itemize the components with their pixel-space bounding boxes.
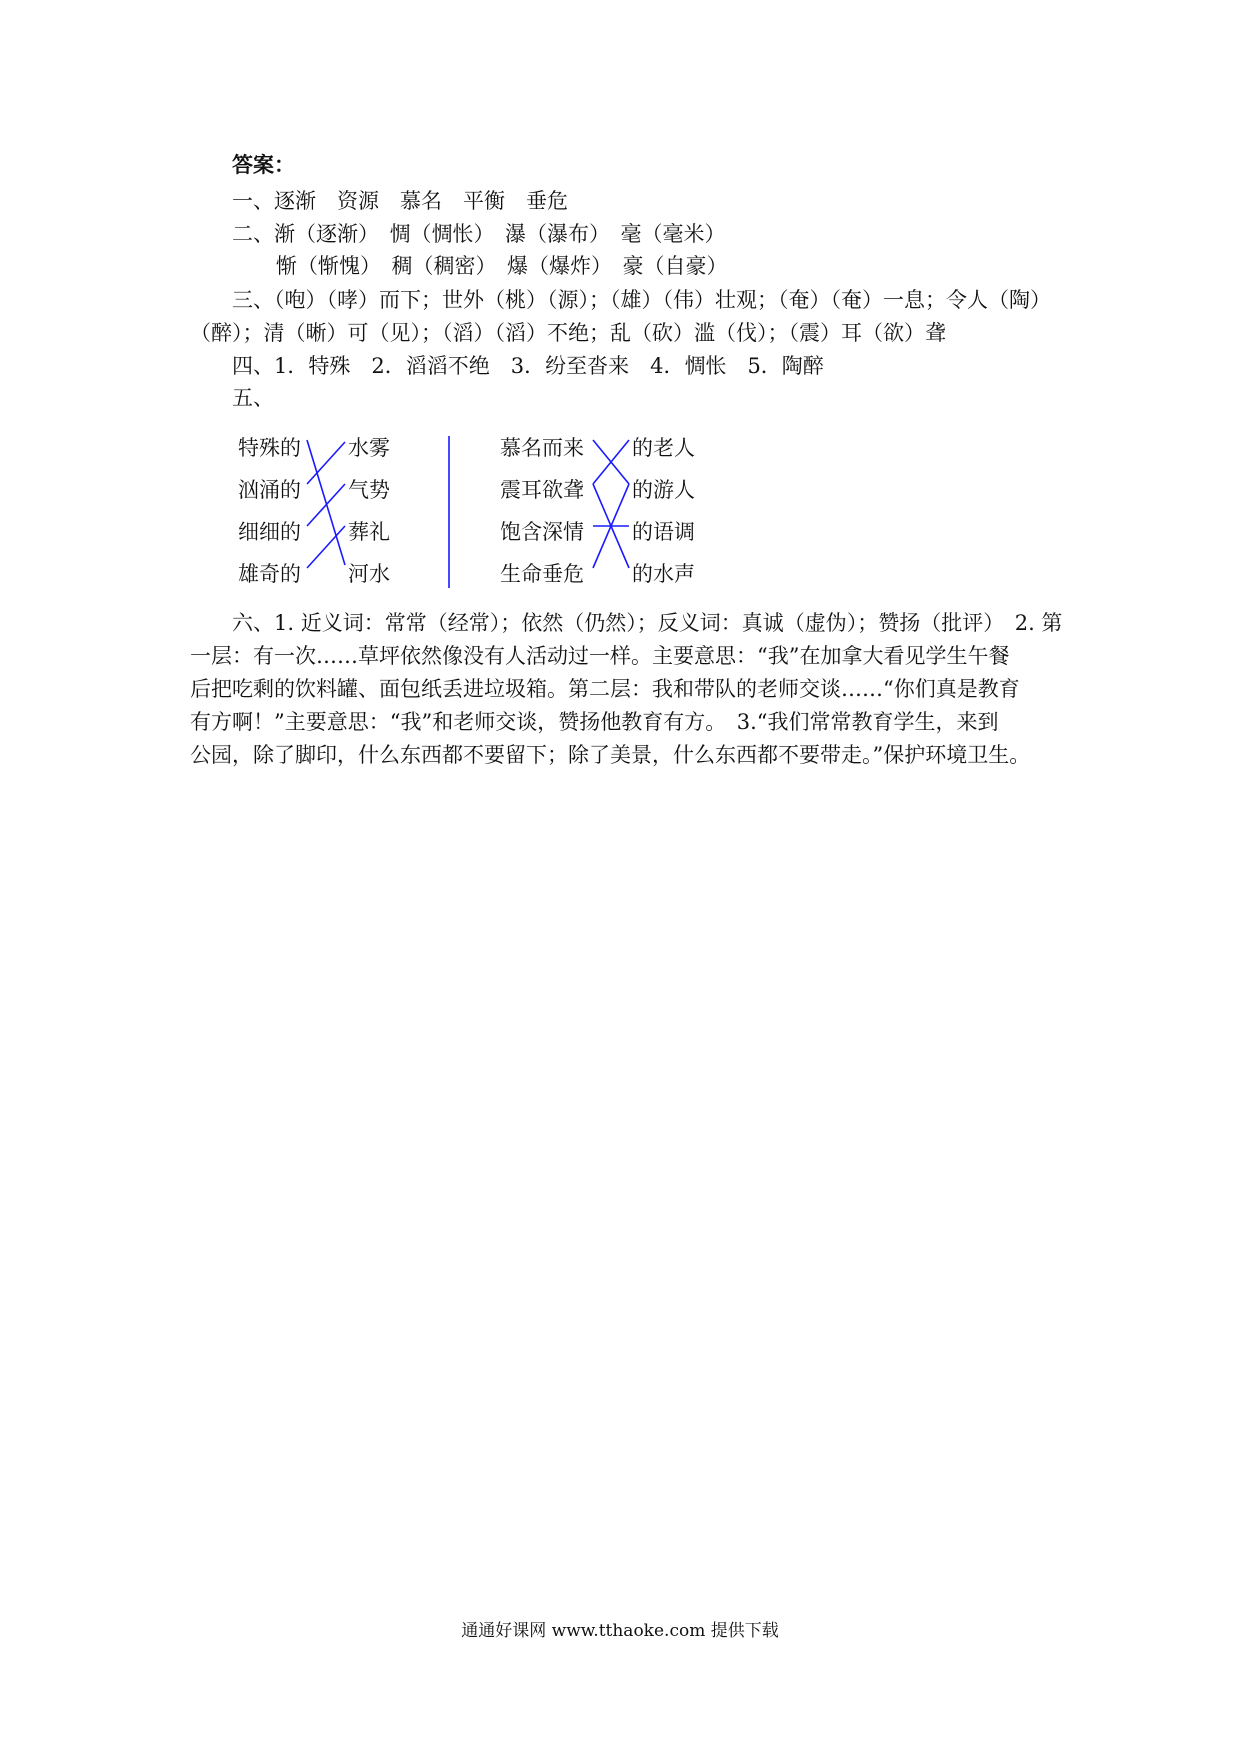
- match-right2-4: 的水声: [632, 562, 695, 586]
- section-6-line-1: 六、1. 近义词：常常（经常）；依然（仍然）；反义词：真诚（虚伪）；赞扬（批评） 2. 第: [232, 611, 1063, 635]
- match-left2-4: 生命垂危: [500, 562, 584, 586]
- match-right-4: 河水: [348, 562, 390, 586]
- section-3-line-1: 三、（咆）（哮）而下；世外（桃）（源）；（雄）（伟）壮观；（奄）（奄）一息；令人（陶）: [232, 288, 1051, 312]
- match-line-left-3: [307, 484, 345, 526]
- match-left-1: 特殊的: [238, 436, 301, 460]
- section-6-line-2: 一层：有一次……草坪依然像没有人活动过一样。主要意思：“我”在加拿大看见学生午餐: [190, 644, 1010, 668]
- match-right-1: 水雾: [348, 436, 390, 460]
- matching-lines: [0, 0, 1240, 620]
- match-right-2: 气势: [348, 478, 390, 502]
- section-1: 一、逐渐 资源 慕名 平衡 垂危: [232, 189, 568, 213]
- match-left2-1: 慕名而来: [500, 436, 584, 460]
- section-2-row-1: 二、渐（逐渐） 惆（惆怅） 瀑（瀑布） 毫（毫米）: [232, 222, 726, 246]
- match-left2-3: 饱含深情: [500, 520, 584, 544]
- match-left2-2: 震耳欲聋: [500, 478, 584, 502]
- section-2-row-2: 惭（惭愧） 稠（稠密） 爆（爆炸） 豪（自豪）: [276, 254, 728, 278]
- section-6-line-3: 后把吃剩的饮料罐、面包纸丢进垃圾箱。第二层：我和带队的老师交谈……“你们真是教育: [190, 677, 1020, 701]
- match-left-4: 雄奇的: [238, 562, 301, 586]
- footer-source: 通通好课网 www.tthaoke.com 提供下载: [461, 1621, 779, 1641]
- answer-title: 答案：: [232, 152, 295, 177]
- match-right2-2: 的游人: [632, 478, 695, 502]
- match-right2-3: 的语调: [632, 520, 695, 544]
- section-6-line-4: 有方啊！”主要意思：“我”和老师交谈，赞扬他教育有方。 3.“我们常常教育学生，来到: [190, 710, 999, 734]
- section-3-line-2: （醉）；清（晰）可（见）；（滔）（滔）不绝；乱（砍）滥（伐）；（震）耳（欲）聋: [190, 321, 946, 345]
- match-right2-1: 的老人: [632, 436, 695, 460]
- section-6-line-5: 公园，除了脚印，什么东西都不要留下；除了美景，什么东西都不要带走。”保护环境卫生。: [190, 743, 1031, 767]
- section-5-label: 五、: [232, 386, 274, 410]
- match-left-3: 细细的: [238, 520, 301, 544]
- section-4: 四、1．特殊 2．滔滔不绝 3．纷至沓来 4．惆怅 5．陶醉: [232, 354, 824, 378]
- match-right-3: 葬礼: [348, 520, 390, 544]
- match-left-2: 汹涌的: [238, 478, 301, 502]
- match-line-left-2: [307, 442, 345, 484]
